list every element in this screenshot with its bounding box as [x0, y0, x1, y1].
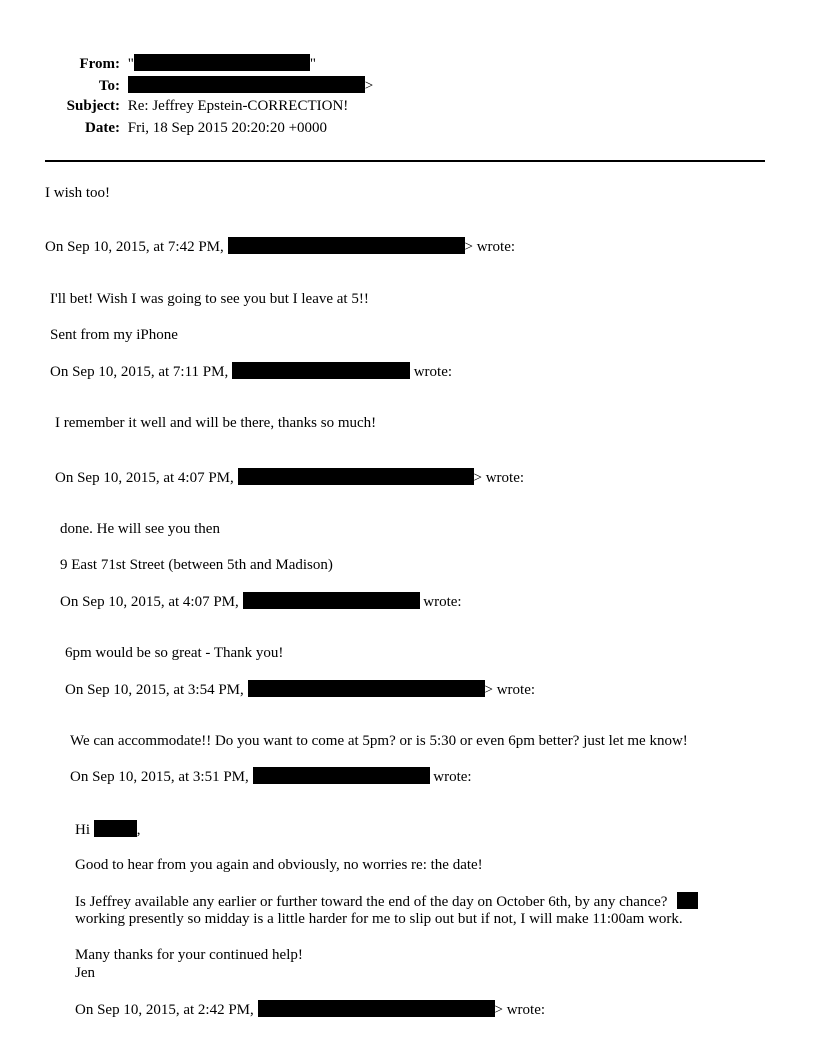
redaction-block — [134, 54, 310, 71]
message-greeting: Hi , — [75, 822, 141, 838]
message-text: I wish too! — [45, 185, 110, 201]
message-text: I remember it well and will be there, thanks so much! — [55, 415, 377, 431]
message-text: working presently so midday is a little harder for me to slip out but if not, I will make 11:00am work. — [75, 911, 683, 927]
subject-row — [0, 98, 348, 115]
redaction-block — [232, 362, 410, 379]
message-text: Is Jeffrey available any earlier or further toward the end of the day on October 6th, by any chance? — [75, 892, 698, 911]
redaction-block — [238, 468, 474, 485]
message-text: Many thanks for your continued help! — [75, 947, 303, 963]
redaction-block — [228, 237, 465, 254]
message-text: Good to hear from you again and obviously, no worries re: the date! — [75, 857, 483, 873]
message-text: Sent from my iPhone — [50, 327, 178, 343]
quote-attribution: On Sep 10, 2015, at 7:11 PM, wrote: — [50, 364, 453, 380]
from-value: " " — [127, 56, 316, 72]
redaction-block — [248, 680, 485, 697]
quote-attribution: On Sep 10, 2015, at 4:07 PM, > wrote: — [55, 470, 525, 486]
from-label: From: — [79, 56, 120, 72]
signature-name: Jen — [75, 965, 95, 981]
date-label: Date: — [85, 120, 120, 136]
redaction-block — [253, 767, 430, 784]
date-row — [0, 120, 327, 137]
to-row — [0, 76, 373, 95]
subject-value: Re: Jeffrey Epstein-CORRECTION! — [127, 98, 349, 114]
redaction-block — [128, 76, 365, 93]
redaction-block — [258, 1000, 495, 1017]
date-value: Fri, 18 Sep 2015 20:20:20 +0000 — [127, 120, 328, 136]
message-text: We can accommodate!! Do you want to come at 5pm? or is 5:30 or even 6pm better? just let me know! — [70, 733, 688, 749]
subject-label: Subject: — [66, 98, 120, 114]
to-value: > — [128, 78, 373, 94]
redaction-block — [94, 820, 137, 837]
header-divider — [45, 160, 765, 162]
to-label: To: — [98, 78, 120, 94]
quote-attribution: On Sep 10, 2015, at 3:54 PM, > wrote: — [65, 682, 536, 698]
message-text: done. He will see you then — [60, 521, 220, 537]
message-text: 6pm would be so great - Thank you! — [65, 645, 284, 661]
redaction-block — [677, 892, 698, 909]
message-text: 9 East 71st Street (between 5th and Madison) — [60, 557, 333, 573]
message-text: I'll bet! Wish I was going to see you but I leave at 5!! — [50, 291, 369, 307]
quote-attribution: On Sep 10, 2015, at 3:51 PM, wrote: — [70, 769, 472, 785]
quote-attribution: On Sep 10, 2015, at 4:07 PM, wrote: — [60, 594, 462, 610]
quote-attribution: On Sep 10, 2015, at 7:42 PM, > wrote: — [45, 239, 516, 255]
from-row — [0, 54, 316, 73]
quote-attribution: On Sep 10, 2015, at 2:42 PM, > wrote: — [75, 1002, 546, 1018]
redaction-block — [243, 592, 420, 609]
